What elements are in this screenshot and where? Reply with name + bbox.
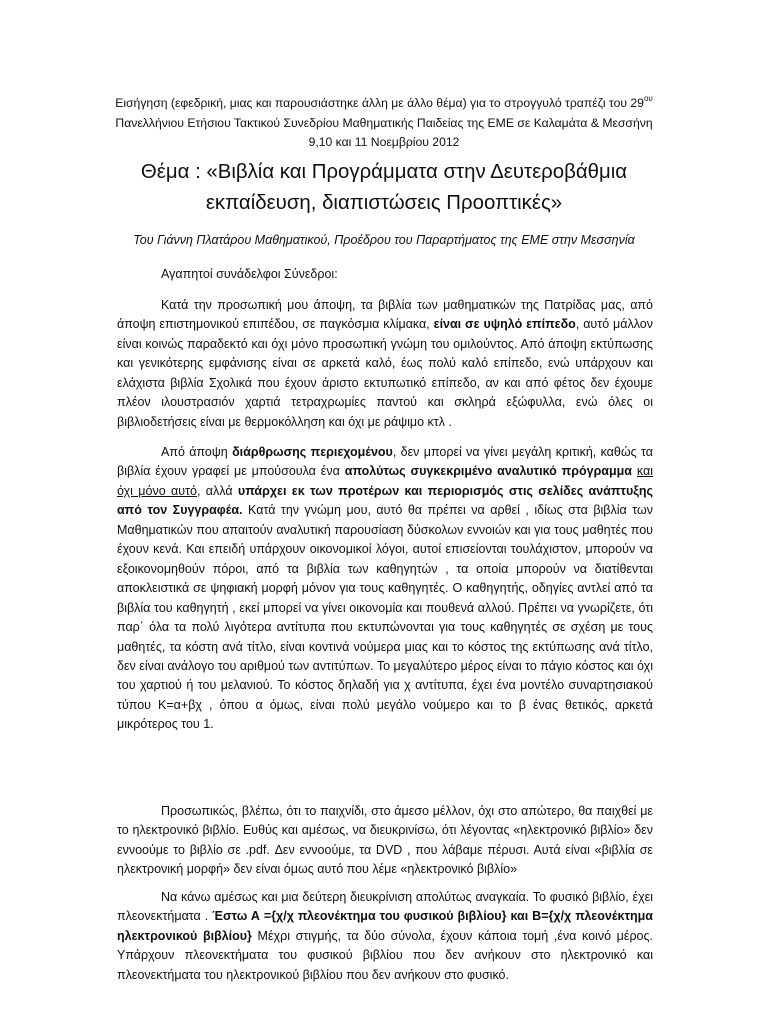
p1-bold-b: είναι σε υψηλό επίπεδο	[433, 317, 576, 332]
intro-line-1-text: Εισήγηση (εφεδρική, μιας και παρουσιάστηκε άλλη με άλλο θέμα) για το στρογγυλό τραπέζι του 29	[115, 96, 644, 110]
intro-line-3: 9,10 και 11 Νοεμβρίου 2012	[308, 135, 460, 149]
p4-text-a: Να κάνω αμέσως και μια δεύτερη διευκρίνιση απολύτως αναγκαία. Το φυσικό βιβλίο, έχει πλεονεκτήματα .	[117, 890, 653, 924]
author-line: Του Γιάννη Πλατάρου Μαθηματικού, Προέδρου του Παραρτήματος της ΕΜΕ στην Μεσσηνία	[133, 233, 635, 247]
intro-header	[95, 94, 673, 153]
p2-text-a: Από άποψη	[161, 445, 228, 459]
document-title	[90, 157, 678, 219]
title-line-1: Θέμα : «Βιβλία και Προγράμματα στην Δευτεροβάθμια	[140, 161, 628, 183]
intro-line-2: Πανελλήνιου Ετήσιου Τακτικού Συνεδρίου Μαθηματικής Παιδείας της ΕΜΕ σε Καλαμάτα & Μεσσήνη	[115, 115, 653, 130]
p2-bold-g: υπάρχει εκ των προτέρων και περιορισμός στις σελίδες ανάπτυξης από τον Συγγραφέα.	[117, 483, 653, 518]
greeting: Αγαπητοί συνάδελφοι Σύνεδροι:	[161, 267, 338, 281]
p1-text-a: Κατά την προσωπική μου άποψη, τα βιβλία των μαθηματικών της Πατρίδας μας, από άποψη επιστημονικού επιπέδου, σε παγκόσμια κλίμακα,	[117, 298, 653, 332]
p4-text-c: Μέχρι στιγμής, τα δύο σύνολα, έχουν κάποια τομή ,ένα κοινό μέρος. Υπάρχουν πλεονεκτήματα του φυσικού βιβλίου που δεν ανήκουν στο ηλεκτρονικό και πλεονεκτήματα του ηλεκτρονικού βιβλίου που δεν ανήκουν στο φυσικό.	[117, 928, 653, 982]
p2-underline-e: και όχι μόνο αυτό	[117, 464, 653, 498]
paragraph-3: Προσωπικώς, βλέπω, ότι το παιχνίδι, στο άμεσο μέλλον, όχι στο απώτερο, θα παιχθεί με το ηλεκτρονικό βιβλίο. Ευθύς και αμέσως, να διευκρινίσω, ότι λέγοντας «ηλεκτρονικό βιβλίο» δεν εννοούμε το βιβλίο σε .pdf. Δεν εννοούμε, τα DVD , που λάβαμε πέρυσι. Αυτά είναι «βιβλία σε ηλεκτρονική μορφή» δεν είναι όμως αυτό που λέμε «ηλεκτρονικό βιβλίο»	[117, 804, 653, 877]
paragraph-1	[117, 296, 653, 432]
p1-text-c: , αυτό μάλλον είναι κοινώς παραδεκτό και όχι μόνο προσωπική γνώμη του ομιλούντος. Από άποψη εκτύπωσης και γενικότερης εμφάνισης είναι σε αρκετά καλό, έως πολύ καλό επίπεδο, ενώ υπάρχουν και ελάχιστα βιβλία Σχολικά που έχουν άριστο εκτυπωτικό επίπεδο, αν και από φέτος δεν έχουμε πλέον ιλουστρασιόν χαρτιά τετραχρωμίες παντού και σκληρά εξώφυλλα, ενώ όλες οι βιβλιοδετήσεις είναι με θερμοκόλληση και όχι με ράψιμο κτλ .	[117, 317, 653, 429]
paragraph-4	[117, 888, 653, 985]
p2-text-h: Κατά την γνώμη μου, αυτό θα πρέπει να αρθεί , ιδίως στα βιβλία των Μαθηματικών που απαιτούν αναλυτική παρουσίαση δύσκολων εννοιών και για τους μαθητές που έχουν κενά. Και επειδή υπάρχουν οικονομικοί λόγοι, αυτοί επισείονται τουλάχιστον, μπορούν να εξοικονομηθούν πόροι, από τα βιβλία των καθηγητών , τα οποία μπορούν να διατίθενται αποκλειστικά σε ψηφιακή μορφή μόνον για τους καθηγητές. Ο καθηγητής, οδηγίες αντλεί από τα βιβλία του καθηγητή , εκεί μπορεί να γίνει οικονομία και πουθενά αλλού. Πρέπει να γνωρίζετε, ότι παρ΄ όλα τα πολύ λιγότερα αντίτυπα που εκτυπώνονται για τους καθηγητές σε σχέση με τους μαθητές, τα κόστη ανά τίτλο, είναι κοντινά νούμερα μιας και το κόστος της εκτύπωσης ανά τίτλο, δεν είναι ανάλογο του αριθμού των αντιτύπων. Το μεγαλύτερο μέρος είναι το πάγιο κόστος και όχι του χαρτιού ή του μελανιού. Το κόστος δηλαδή για χ αντίτυπα, έχει ένα μοντέλο συναρτησιακού τύπου Κ=α+βχ , όπου α όμως, είναι πολύ μεγάλο νούμερο και το β ένας θετικός, αρκετά μικρότερος του 1.	[117, 503, 653, 732]
p2-text-f: , αλλά	[196, 483, 233, 498]
p2-bold-b: διάρθρωσης περιεχομένου	[232, 445, 393, 459]
paragraph-2	[117, 443, 653, 735]
intro-line-1	[95, 94, 673, 114]
p2-text-c: , δεν μπορεί να γίνει μεγάλη κριτική, καθώς τα βιβλία έχουν γραφεί με μπούσουλα ένα	[117, 445, 653, 479]
p2-bold-d: απολύτως συγκεκριμένο αναλυτικό πρόγραμμα	[344, 464, 632, 479]
title-line-2: εκπαίδευση, διαπιστώσεις Προοπτικές»	[205, 192, 563, 214]
p4-bold-b: Έστω Α ={χ/χ πλεονέκτημα του φυσικού βιβλίου} και Β={χ/χ πλεονέκτημα ηλεκτρονικού βιβλίου}	[117, 909, 653, 943]
ordinal-superscript: ου	[643, 94, 653, 103]
